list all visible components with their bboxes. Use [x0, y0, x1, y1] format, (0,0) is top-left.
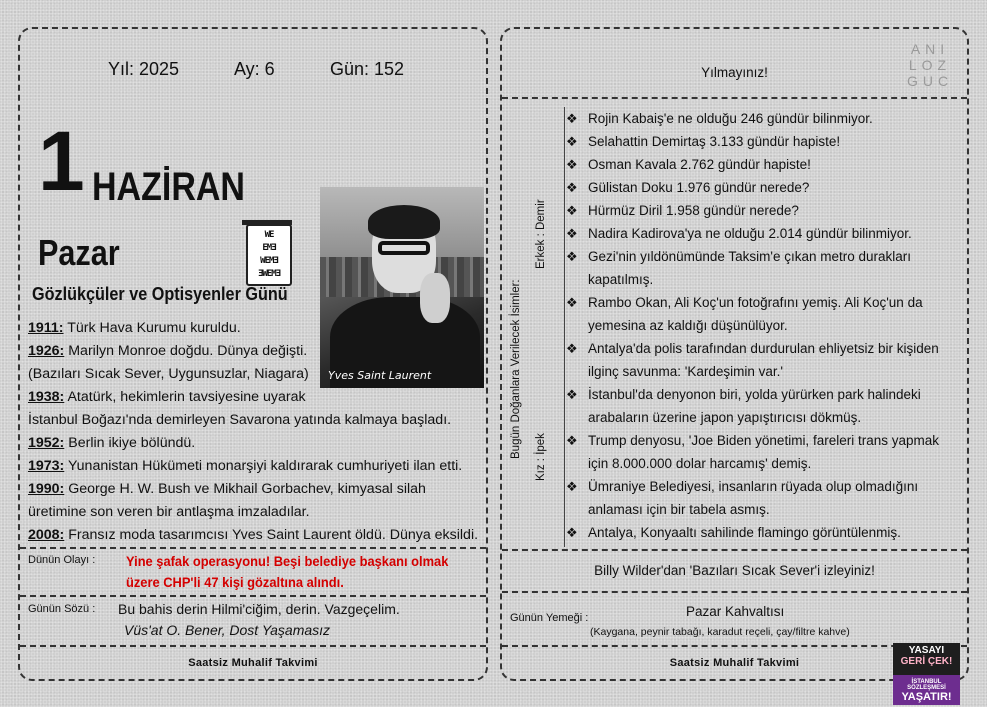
meal-label: Günün Yemeği : — [510, 612, 589, 624]
month-label: Ay: 6 — [234, 59, 275, 79]
header-slogan: Yılmayınız! — [701, 65, 768, 80]
event-of-day-label: Dünün Olayı : — [28, 554, 96, 566]
meal-detail: (Kaygana, peynir tabağı, karadut reçeli, çay/filtre kahve) — [590, 626, 850, 638]
special-day-title: Gözlükçüler ve Optisyenler Günü — [32, 284, 288, 304]
history-events — [28, 317, 488, 547]
girl-name: Kız : İpek — [535, 433, 547, 481]
event-line: 1990: George H. W. Bush ve Mikhail Gorbachev, kimyasal silah — [28, 481, 426, 497]
event-line: üretimine son veren bir antlaşma imzaladılar. — [28, 504, 310, 520]
brand-logo: ANI LOZ GUC — [906, 41, 954, 89]
day-number: 1 — [38, 114, 83, 208]
film-recommendation: Billy Wilder'dan 'Bazıları Sıcak Sever'i izleyiniz! — [594, 563, 875, 578]
divider — [20, 547, 486, 549]
list-item: ❖ Gülistan Doku 1.976 gündür nerede? — [566, 180, 810, 195]
event-of-day-text: Yine şafak operasyonu! Beşi belediye başkanı olmak üzere CHP'li 47 kişi gözaltına alındı. — [126, 553, 449, 590]
list-item: ❖ Antalya'da polis tarafından durdurulan ehliyetsiz bir kişiden ilginç savunma: 'Kardeşimin var.' — [566, 341, 939, 379]
list-item: ❖ Nadira Kadirova'ya ne olduğu 2.014 gündür bilinmiyor. — [566, 226, 912, 241]
event-line: 1973: Yunanistan Hükümeti monarşiyi kaldırarak cumhuriyeti ilan etti. — [28, 458, 463, 474]
names-title: Bugün Doğanlara Verilecek İsimler: — [510, 279, 522, 459]
calendar-footer: Saatsiz Muhalif Takvimi — [669, 657, 800, 669]
event-line: (Bazıları Sıcak Sever, Uygunsuzlar, Niagara) — [28, 366, 309, 382]
boy-name: Erkek : Demir — [535, 199, 547, 269]
divider — [502, 591, 967, 593]
campaign-badge — [893, 643, 960, 705]
month-name: HAZİRAN — [92, 165, 245, 209]
list-item: ❖ Rojin Kabaiş'e ne olduğu 246 gündür bilinmiyor. — [566, 111, 873, 126]
left-calendar-page — [18, 27, 488, 681]
quote-author: Vüs'at O. Bener, Dost Yaşamasız — [124, 622, 331, 638]
eye-chart-icon: WE EMƎ WEMƎ ƎWEMƎ — [246, 224, 292, 286]
list-item: ❖ Hürmüz Diril 1.958 gündür nerede? — [566, 203, 799, 218]
event-line: İstanbul Boğazı'nda demirleyen Savarona yatında kalmaya başladı. — [28, 412, 452, 428]
divider — [502, 97, 967, 99]
calendar-footer: Saatsiz Muhalif Takvimi — [188, 657, 318, 669]
badge-line: YASAYI — [908, 645, 945, 656]
list-item: ❖ Rambo Okan, Ali Koç'un fotoğrafını yemiş. Ali Koç'un da yemesina az kaldığı düşünülüyor. — [566, 295, 923, 333]
column-divider — [564, 107, 565, 547]
quote-label: Günün Sözü : — [28, 603, 96, 615]
badge-banner: İSTANBUL SÖZLEŞMESİ YAŞATIR! — [893, 675, 960, 705]
divider — [20, 645, 486, 647]
list-item: ❖ Ümraniye Belediyesi, insanların rüyada olup olmadığını anlaması için bir tabela asmış. — [566, 479, 919, 517]
list-item: ❖ İstanbul'da denyonon biri, yolda yürürken park halindeki arabaların üzerine japon yapıştırıcısı dökmüş. — [566, 387, 921, 425]
event-line: 1911: Türk Hava Kurumu kuruldu. — [28, 320, 241, 336]
meal-name: Pazar Kahvaltısı — [686, 604, 785, 619]
quote — [118, 599, 400, 641]
weekday: Pazar — [38, 232, 120, 273]
day-count-label: Gün: 152 — [330, 59, 405, 79]
event-line: 1938: Atatürk, hekimlerin tavsiyesine uyarak — [28, 389, 306, 405]
event-line: 2008: Fransız moda tasarımcısı Yves Saint Laurent öldü. Dünya eksildi. — [28, 527, 479, 543]
right-calendar-page — [500, 27, 969, 681]
badge-line: GERİ ÇEK! — [900, 656, 953, 667]
quote-text: Bu bahis derin Hilmi'ciğim, derin. Vazgeçelim. — [118, 601, 400, 617]
divider — [502, 549, 967, 551]
photo-caption: Yves Saint Laurent — [328, 369, 432, 382]
event-line: 1952: Berlin ikiye bölündü. — [28, 435, 196, 451]
list-item: ❖ Trump denyosu, 'Joe Biden yönetimi, fareleri trans yapmak için 8.000.000 dolar harcamış' demiş. — [566, 433, 939, 471]
divider — [20, 595, 486, 597]
list-item: ❖ Osman Kavala 2.762 gündür hapiste! — [566, 157, 811, 172]
list-item: ❖ Antalya, Konyaaltı sahilinde flamingo görüntülenmiş. — [566, 525, 901, 540]
list-item: ❖ Gezi'nin yıldönümünde Taksim'e çıkan metro durakları kapatılmış. — [566, 249, 912, 287]
list-item: ❖ Selahattin Demirtaş 3.133 gündür hapiste! — [566, 134, 841, 149]
year-label: Yıl: 2025 — [108, 59, 180, 79]
event-line: 1926: Marilyn Monroe doğdu. Dünya değişti. — [28, 343, 308, 359]
news-list — [566, 107, 962, 544]
